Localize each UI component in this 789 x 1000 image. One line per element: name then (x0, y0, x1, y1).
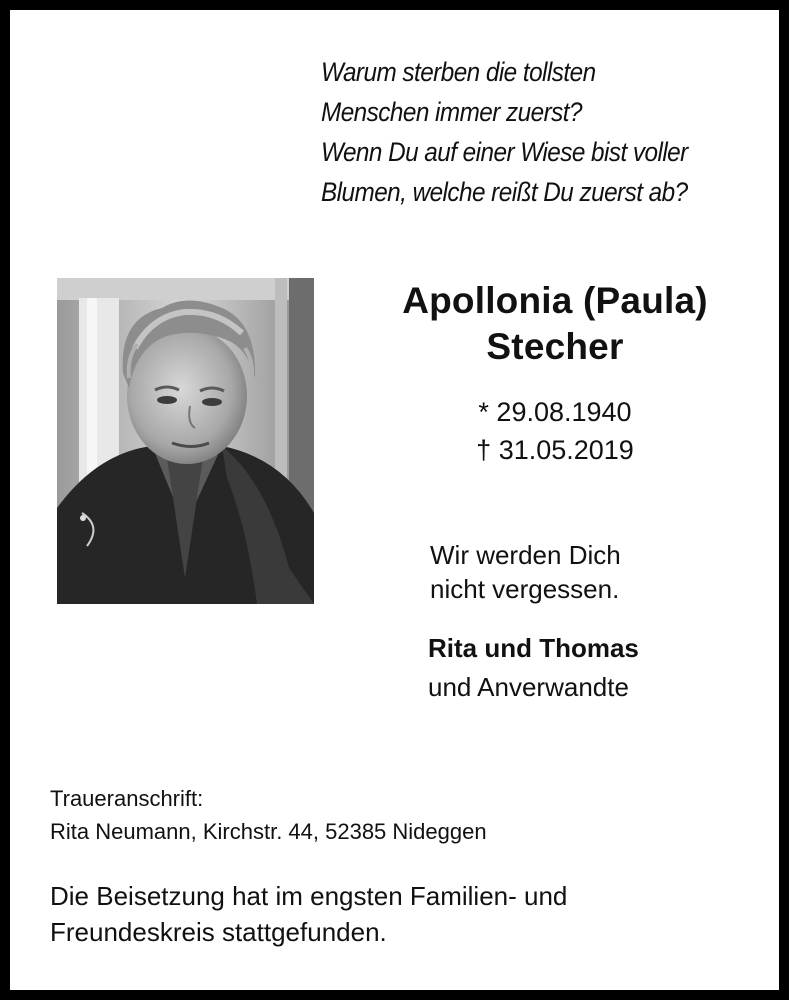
poem-line: Warum sterben die tollsten (321, 57, 596, 87)
deceased-name (350, 278, 760, 370)
name-last-line: Stecher (486, 326, 624, 367)
mourners (428, 630, 758, 708)
remembrance-line: nicht vergessen. (430, 574, 620, 604)
poem (321, 52, 761, 212)
poem-line: Menschen immer zuerst? (321, 97, 582, 127)
life-dates (350, 393, 760, 469)
birth-date: * 29.08.1940 (478, 397, 632, 427)
remembrance-text (430, 538, 760, 606)
mourning-address (50, 782, 750, 848)
address-label: Traueranschrift: (50, 786, 204, 811)
poem-line: Blumen, welche reißt Du zuerst ab? (321, 177, 688, 207)
portrait-photo (57, 278, 314, 604)
portrait-illustration (57, 278, 314, 604)
poem-line: Wenn Du auf einer Wiese bist voller (321, 137, 688, 167)
burial-note (50, 878, 770, 950)
address-value: Rita Neumann, Kirchstr. 44, 52385 Nideggen (50, 819, 487, 844)
burial-line: Freundeskreis stattgefunden. (50, 917, 387, 947)
death-date: † 31.05.2019 (476, 435, 634, 465)
mourner-names: Rita und Thomas (428, 633, 639, 663)
mourner-relatives: und Anverwandte (428, 672, 629, 702)
burial-line: Die Beisetzung hat im engsten Familien- und (50, 881, 568, 911)
remembrance-line: Wir werden Dich (430, 540, 621, 570)
name-first-line: Apollonia (Paula) (402, 280, 708, 321)
obituary-notice (10, 10, 779, 990)
